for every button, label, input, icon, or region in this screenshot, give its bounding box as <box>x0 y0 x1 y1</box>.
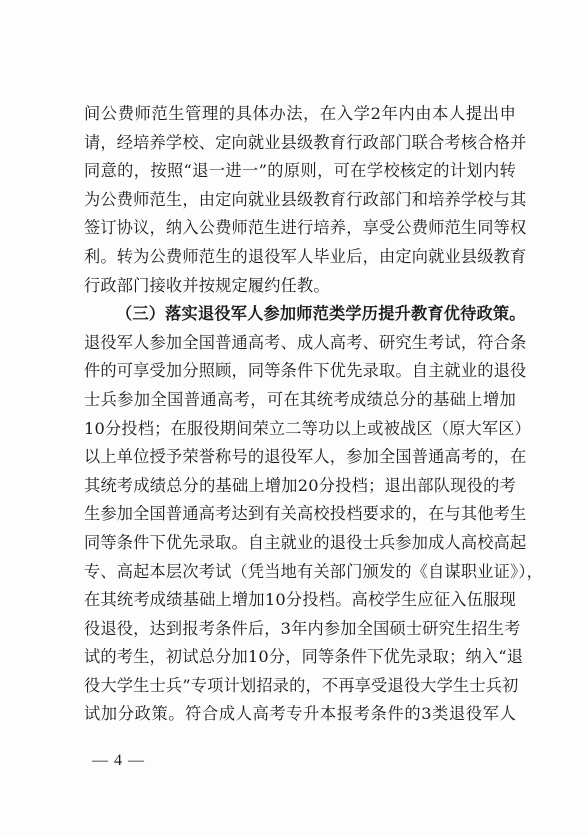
text-line: 签订协议，纳入公费师范生进行培养，享受公费师范生同等权 <box>84 218 527 238</box>
text-line: 役退役，达到报考条件后，3年内参加全国硕士研究生招生考 <box>84 618 521 638</box>
text-line: 间公费师范生管理的具体办法，在入学2年内由本人提出申 <box>84 104 516 123</box>
text-line: 利。转为公费师范生的退役军人毕业后，由定向就业县级教育 <box>84 246 527 266</box>
text-line: 试加分政策。符合成人高考专升本报考条件的3类退役军人 <box>84 704 516 724</box>
text-line: 役大学生士兵”专项计划招录的，不再享受退役大学生士兵初 <box>84 675 519 695</box>
document-body <box>84 100 544 729</box>
text-line: 在其统考成绩基础上增加10分投档。高校学生应征入伍服现 <box>84 590 516 610</box>
section-heading: （三）落实退役军人参加师范类学历提升教育优待政策。 <box>116 304 526 324</box>
text-line: 请，经培养学校、定向就业县级教育行政部门联合考核合格并 <box>84 132 527 152</box>
text-line: 件的可享受加分照顾，同等条件下优先录取。自主就业的退役 <box>84 361 527 381</box>
text-line: 退役军人参加全国普通高考、成人高考、研究生考试，符合条 <box>84 332 527 352</box>
text-line: 同意的，按照“退一进一”的原则，可在学校核定的计划内转 <box>84 161 516 181</box>
text-line: 其统考成绩总分的基础上增加20分投档；退出部队现役的考 <box>84 475 516 495</box>
text-line: 士兵参加全国普通高考，可在其统考成绩总分的基础上增加 <box>84 389 516 409</box>
text-line: 行政部门接收并按规定履约任教。 <box>84 275 330 295</box>
text-line: 专、高起本层次考试（凭当地有关部门颁发的《自谋职业证》）， <box>84 561 544 581</box>
page-number: — 4 — <box>92 752 145 769</box>
text-line: 同等条件下优先录取。自主就业的退役士兵参加成人高校高起 <box>84 532 527 552</box>
text-line: 为公费师范生，由定向就业县级教育行政部门和培养学校与其 <box>84 189 527 209</box>
text-line: 以上单位授予荣誉称号的退役军人，参加全国普通高考的，在 <box>84 447 527 467</box>
text-line: 生参加全国普通高考达到有关高校投档要求的，在与其他考生 <box>84 504 527 524</box>
text-line: 10分投档；在服役期间荣立二等功以上或被战区（原大军区） <box>84 418 532 438</box>
text-line: 试的考生，初试总分加10分，同等条件下优先录取；纳入“退 <box>84 647 524 667</box>
